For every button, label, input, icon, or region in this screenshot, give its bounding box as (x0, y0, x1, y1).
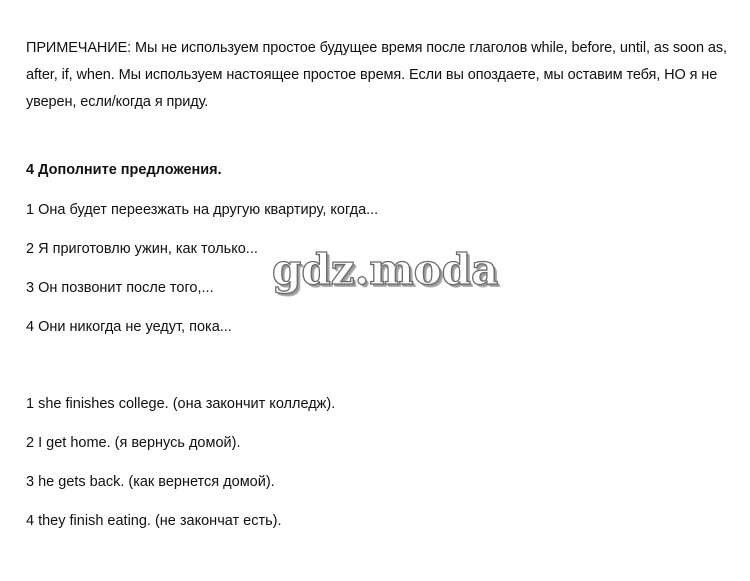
watermark-logo: gdz.moda (272, 245, 499, 294)
answer-3: 3 he gets back. (как вернется домой). (26, 474, 275, 490)
exercise-heading: 4 Дополните предложения. (26, 162, 222, 178)
exercise-sentence-1: 1 Она будет переезжать на другую квартиру, когда... (26, 202, 379, 218)
answer-1: 1 she finishes college. (она закончит колледж). (26, 396, 336, 412)
grammar-note: ПРИМЕЧАНИЕ: Мы не используем простое будущее время после глаголов while, before, until, as soon as, after, if, when. Мы используем настоящее простое время. Если вы опоздаете, мы оставим тебя, НО я не уверен, если/когда я приду. (26, 40, 727, 110)
answer-4: 4 they finish eating. (не закончат есть). (26, 513, 282, 529)
answer-2: 2 I get home. (я вернусь домой). (26, 435, 241, 451)
exercise-sentence-3: 3 Он позвонит после того,... (26, 280, 214, 296)
exercise-sentence-4: 4 Они никогда не уедут, пока... (26, 319, 232, 335)
exercise-sentence-2: 2 Я приготовлю ужин, как только... (26, 241, 258, 257)
